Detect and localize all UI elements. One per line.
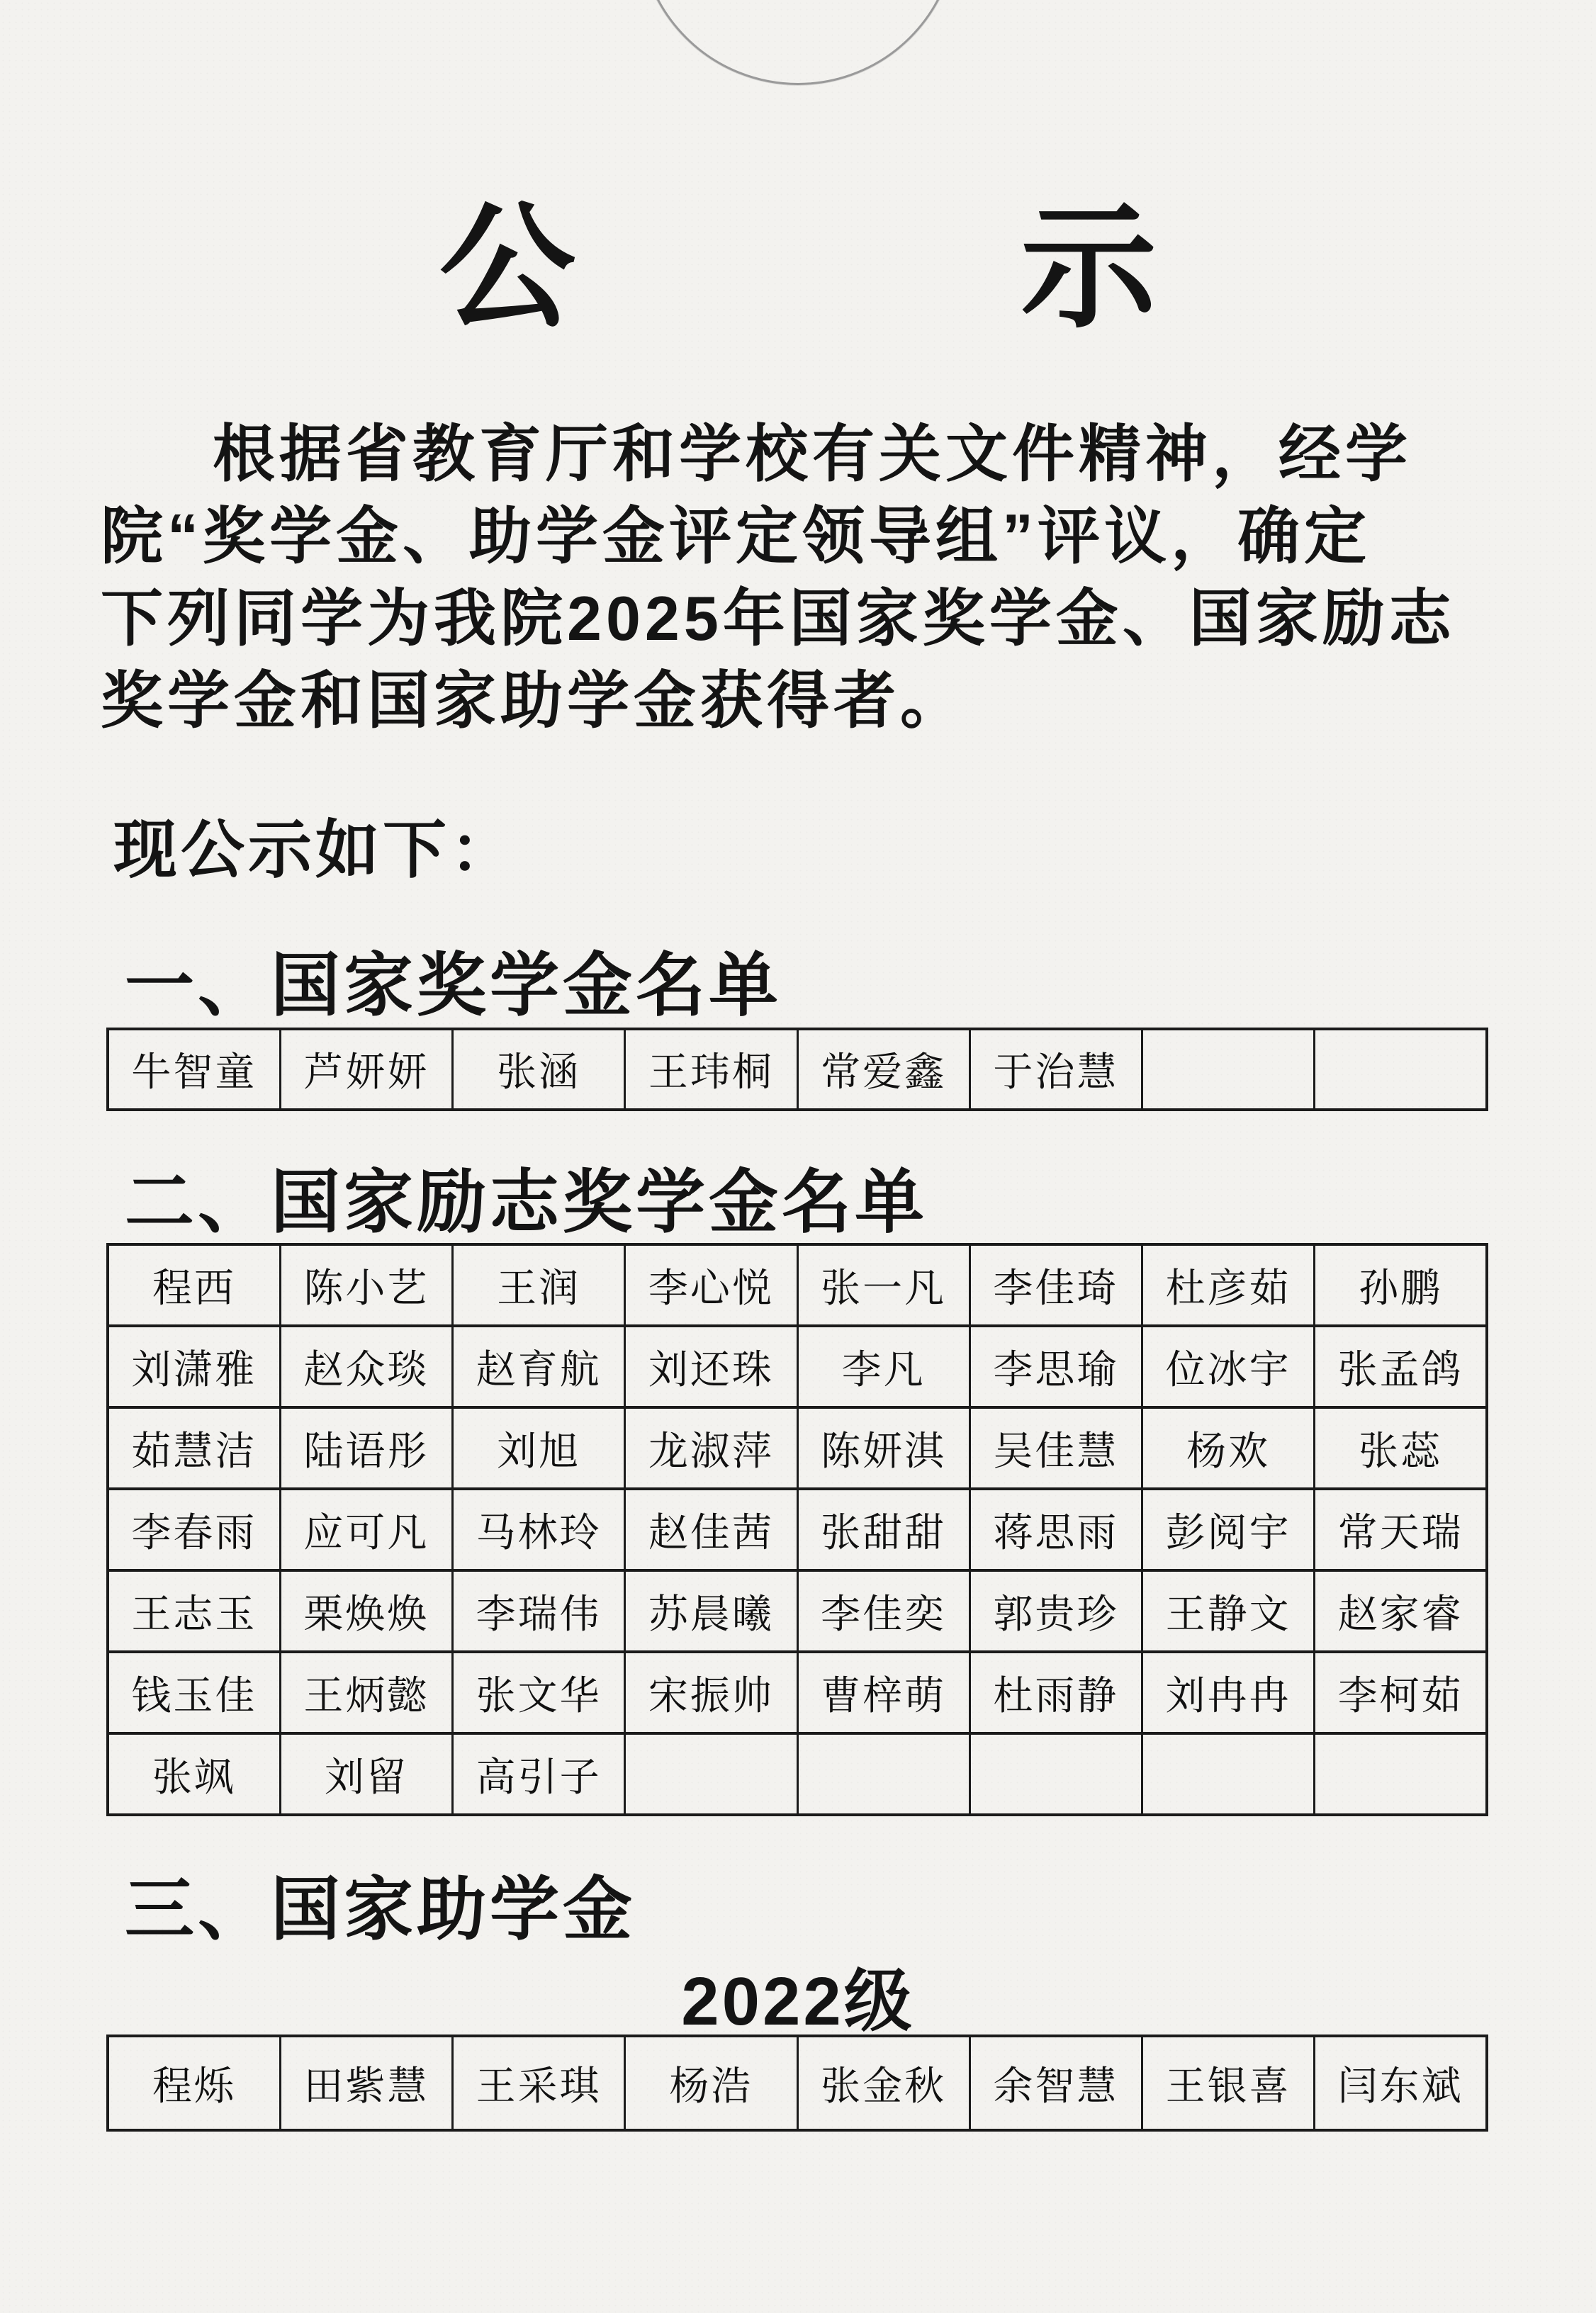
name-cell: 刘冉冉 (1142, 1652, 1315, 1733)
name-cell: 张一凡 (797, 1244, 970, 1326)
name-cell: 刘留 (280, 1733, 452, 1815)
table-row (108, 1407, 1487, 1489)
empty-cell (1142, 1733, 1315, 1815)
name-cell: 李佳琦 (970, 1244, 1142, 1326)
empty-cell (1142, 1029, 1315, 1110)
scan-circle-mark (639, 0, 957, 85)
name-cell: 芦妍妍 (280, 1029, 452, 1110)
name-cell: 陈妍淇 (797, 1407, 970, 1489)
name-cell: 王玮桐 (625, 1029, 797, 1110)
name-cell: 孙鹏 (1315, 1244, 1487, 1326)
intro-line-1: 根据省教育厅和学校有关文件精神，经学 (213, 419, 1412, 489)
name-cell: 赵育航 (453, 1326, 625, 1407)
name-cell: 张金秋 (797, 2036, 970, 2130)
name-cell: 李佳奕 (797, 1570, 970, 1652)
section1-heading: 一、国家奖学金名单 (125, 946, 782, 1024)
name-cell: 张孟鸽 (1315, 1326, 1487, 1407)
name-cell: 张飒 (108, 1733, 280, 1815)
table-row (108, 1733, 1487, 1815)
name-cell: 李思瑜 (970, 1326, 1142, 1407)
name-cell: 赵众琰 (280, 1326, 452, 1407)
name-cell: 陆语彤 (280, 1407, 452, 1489)
name-cell: 王静文 (1142, 1570, 1315, 1652)
name-cell: 张甜甜 (797, 1489, 970, 1570)
name-cell: 王银喜 (1142, 2036, 1315, 2130)
name-cell: 位冰宇 (1142, 1326, 1315, 1407)
name-cell: 高引子 (453, 1733, 625, 1815)
grade-label: 2022级 (681, 1964, 915, 2039)
name-cell: 刘潇雅 (108, 1326, 280, 1407)
name-cell: 曹梓萌 (797, 1652, 970, 1733)
name-cell: 彭阅宇 (1142, 1489, 1315, 1570)
name-cell: 王志玉 (108, 1570, 280, 1652)
announce-label: 现公示如下： (113, 815, 517, 886)
grant-table (106, 2035, 1488, 2132)
name-cell: 吴佳慧 (970, 1407, 1142, 1489)
empty-cell (797, 1733, 970, 1815)
name-cell: 李凡 (797, 1326, 970, 1407)
name-cell: 杜彦茹 (1142, 1244, 1315, 1326)
intro-line-2: 院“奖学金、助学金评定领导组”评议，确定 (101, 501, 1371, 571)
name-cell: 马林玲 (453, 1489, 625, 1570)
table-row (108, 2036, 1487, 2130)
intro-line-4: 奖学金和国家助学金获得者。 (101, 665, 967, 736)
name-cell: 蒋思雨 (970, 1489, 1142, 1570)
table-row (108, 1029, 1487, 1110)
name-cell: 程烁 (108, 2036, 280, 2130)
name-cell: 常爱鑫 (797, 1029, 970, 1110)
name-cell: 王炳懿 (280, 1652, 452, 1733)
table-row (108, 1652, 1487, 1733)
name-cell: 王采琪 (453, 2036, 625, 2130)
intro-line-3: 下列同学为我院2025年国家奖学金、国家励志 (101, 583, 1456, 653)
name-cell: 赵佳茜 (625, 1489, 797, 1570)
name-cell: 张蕊 (1315, 1407, 1487, 1489)
intro-paragraph (101, 413, 1456, 742)
empty-cell (970, 1733, 1142, 1815)
name-cell: 杨欢 (1142, 1407, 1315, 1489)
name-cell: 程西 (108, 1244, 280, 1326)
name-cell: 李春雨 (108, 1489, 280, 1570)
name-cell: 张涵 (453, 1029, 625, 1110)
section2-heading: 二、国家励志奖学金名单 (125, 1163, 928, 1241)
name-cell: 余智慧 (970, 2036, 1142, 2130)
name-cell: 牛智童 (108, 1029, 280, 1110)
name-cell: 闫东斌 (1315, 2036, 1487, 2130)
table-row (108, 1326, 1487, 1407)
table-row (108, 1570, 1487, 1652)
empty-cell (625, 1733, 797, 1815)
name-cell: 张文华 (453, 1652, 625, 1733)
document-title: 公 示 (439, 191, 1157, 344)
section3-heading: 三、国家助学金 (125, 1870, 636, 1948)
name-cell: 龙淑萍 (625, 1407, 797, 1489)
name-cell: 李心悦 (625, 1244, 797, 1326)
name-cell: 刘还珠 (625, 1326, 797, 1407)
name-cell: 陈小艺 (280, 1244, 452, 1326)
name-cell: 常天瑞 (1315, 1489, 1487, 1570)
name-cell: 苏晨曦 (625, 1570, 797, 1652)
name-cell: 宋振帅 (625, 1652, 797, 1733)
name-cell: 李柯茹 (1315, 1652, 1487, 1733)
name-cell: 赵家睿 (1315, 1570, 1487, 1652)
name-cell: 田紫慧 (280, 2036, 452, 2130)
name-cell: 郭贵珍 (970, 1570, 1142, 1652)
name-cell: 钱玉佳 (108, 1652, 280, 1733)
name-cell: 刘旭 (453, 1407, 625, 1489)
name-cell: 杨浩 (625, 2036, 797, 2130)
national-scholarship-table (106, 1028, 1488, 1111)
name-cell: 李瑞伟 (453, 1570, 625, 1652)
encouragement-scholarship-table (106, 1243, 1488, 1816)
name-cell: 于治慧 (970, 1029, 1142, 1110)
name-cell: 王润 (453, 1244, 625, 1326)
table-row (108, 1244, 1487, 1326)
table-row (108, 1489, 1487, 1570)
empty-cell (1315, 1733, 1487, 1815)
name-cell: 栗焕焕 (280, 1570, 452, 1652)
name-cell: 茹慧洁 (108, 1407, 280, 1489)
empty-cell (1315, 1029, 1487, 1110)
name-cell: 应可凡 (280, 1489, 452, 1570)
name-cell: 杜雨静 (970, 1652, 1142, 1733)
